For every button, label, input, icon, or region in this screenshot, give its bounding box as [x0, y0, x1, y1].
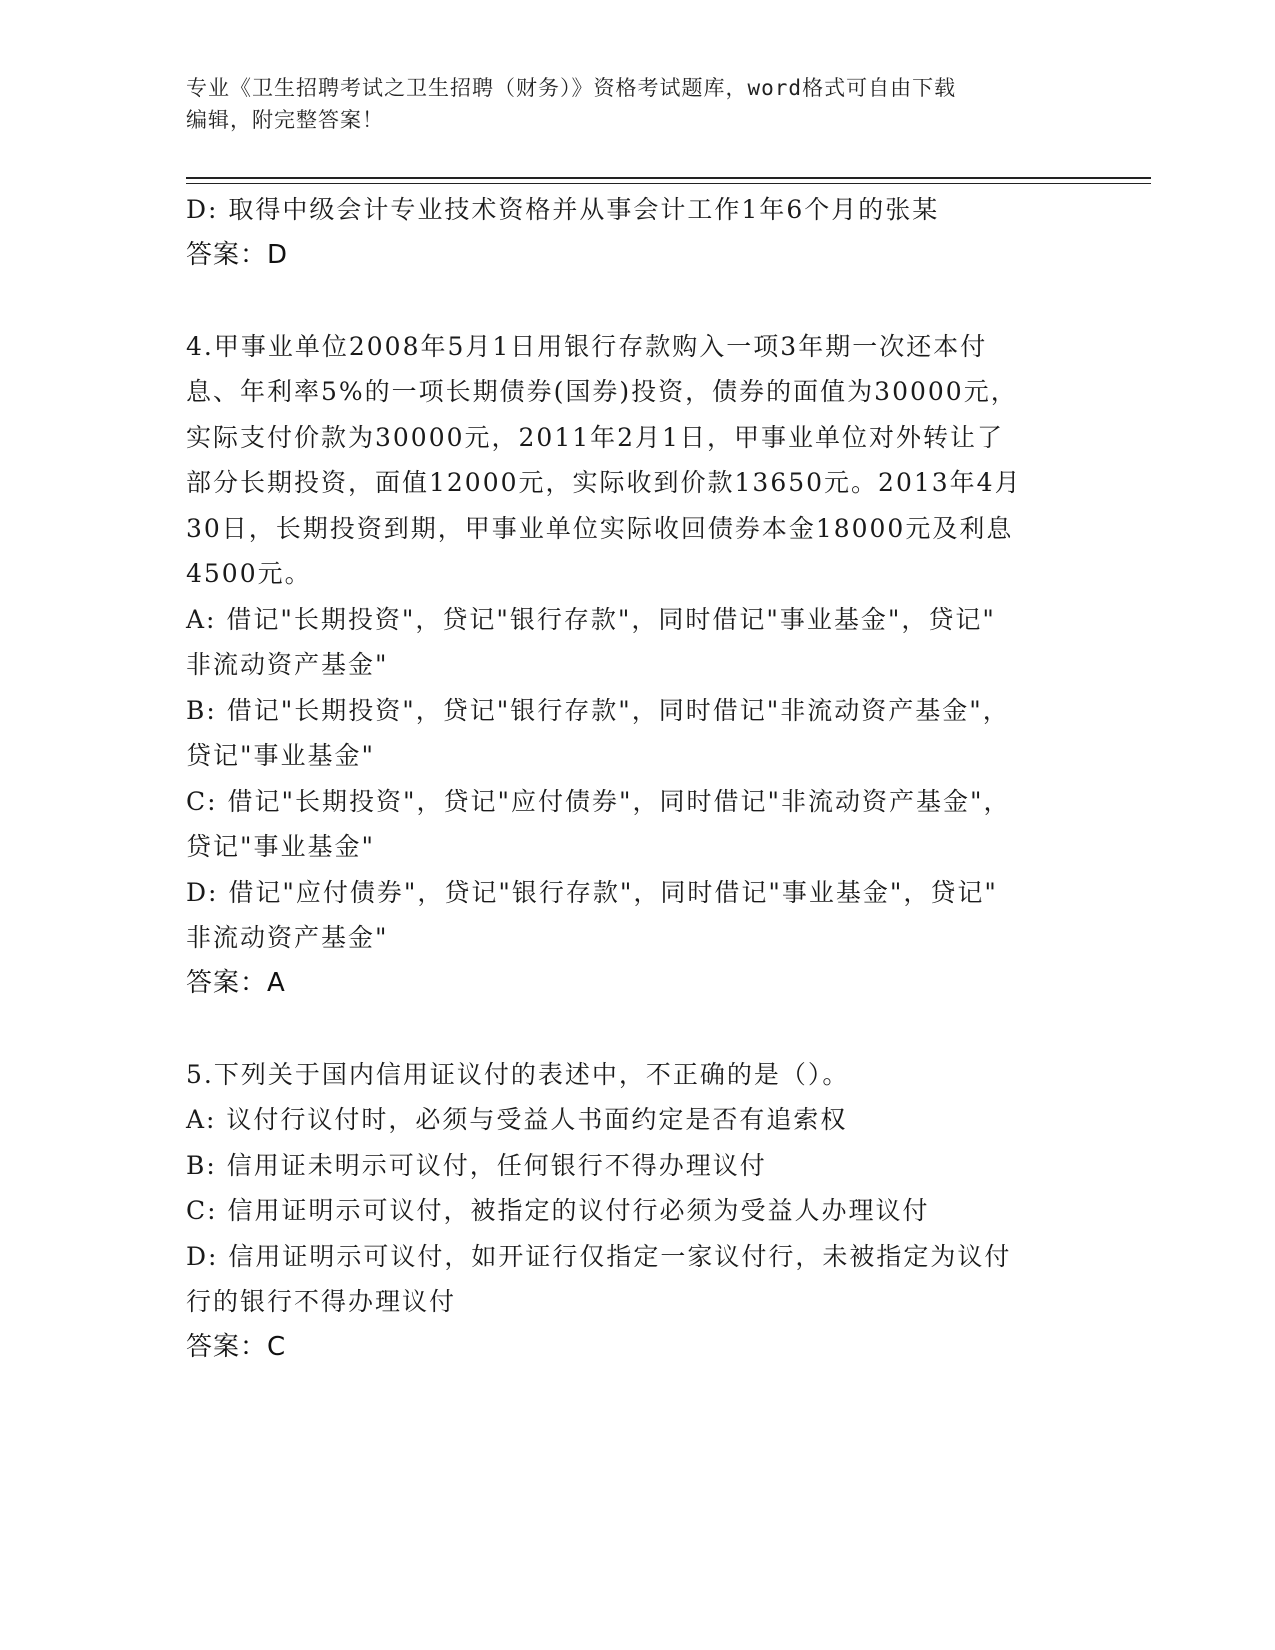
header-line-2: 编辑，附完整答案！	[186, 108, 384, 132]
page-header	[186, 72, 1086, 136]
header-rule-thin	[186, 183, 1151, 184]
spacer	[186, 278, 1076, 324]
q5-option-a: A: 议付行议付时，必须与受益人书面约定是否有追索权	[186, 1105, 848, 1134]
q5-option-d: D: 信用证明示可议付，如开证行仅指定一家议付行，未被指定为议付	[186, 1241, 1012, 1271]
q4-stem-line: 4500元。	[186, 559, 312, 588]
q3-option-d: D: 取得中级会计专业技术资格并从事会计工作1年6个月的张某	[186, 195, 940, 224]
q4-stem-line: 部分长期投资，面值12000元，实际收到价款13650元。2013年4月	[186, 468, 1022, 497]
header-rule-thick	[186, 177, 1151, 179]
q5-option-b: B: 信用证未明示可议付，任何银行不得办理议付	[186, 1150, 767, 1180]
q4-option-a: A: 借记"长期投资"，贷记"银行存款"，同时借记"事业基金"，贷记"	[186, 604, 996, 634]
document-body	[186, 187, 1076, 1370]
spacer	[186, 1006, 1076, 1052]
q5-option-d-cont: 行的银行不得办理议付	[186, 1287, 457, 1316]
q4-option-c-cont: 贷记"事业基金"	[186, 832, 375, 861]
q4-answer: 答案：A	[186, 967, 286, 998]
q4-option-a-cont: 非流动资产基金"	[186, 650, 389, 679]
q4-option-d: D: 借记"应付债券"，贷记"银行存款"，同时借记"事业基金"，贷记"	[186, 877, 998, 907]
q4-option-d-cont: 非流动资产基金"	[186, 923, 389, 952]
q4-stem-line: 息、年利率5%的一项长期债券(国券)投资，债券的面值为30000元，	[186, 377, 1018, 406]
q4-stem-line: 4.甲事业单位2008年5月1日用银行存款购入一项3年期一次还本付	[186, 331, 988, 361]
header-line-1: 专业《卫生招聘考试之卫生招聘（财务）》资格考试题库，word格式可自由下载	[186, 76, 957, 100]
q4-option-b-cont: 贷记"事业基金"	[186, 741, 375, 770]
q5-option-c: C: 信用证明示可议付，被指定的议付行必须为受益人办理议付	[186, 1196, 930, 1225]
q5-stem: 5.下列关于国内信用证议付的表述中，不正确的是（）。	[186, 1059, 850, 1089]
q4-option-c: C: 借记"长期投资"，贷记"应付债券"，同时借记"非流动资产基金"，	[186, 786, 1011, 816]
q4-option-b: B: 借记"长期投资"，贷记"银行存款"，同时借记"非流动资产基金"，	[186, 695, 1010, 725]
q4-stem-line: 30日，长期投资到期，甲事业单位实际收回债券本金18000元及利息	[186, 513, 1014, 543]
q4-stem-line: 实际支付价款为30000元，2011年2月1日，甲事业单位对外转让了	[186, 422, 1004, 452]
q3-answer: 答案：D	[186, 239, 289, 270]
q5-answer: 答案：C	[186, 1331, 287, 1362]
